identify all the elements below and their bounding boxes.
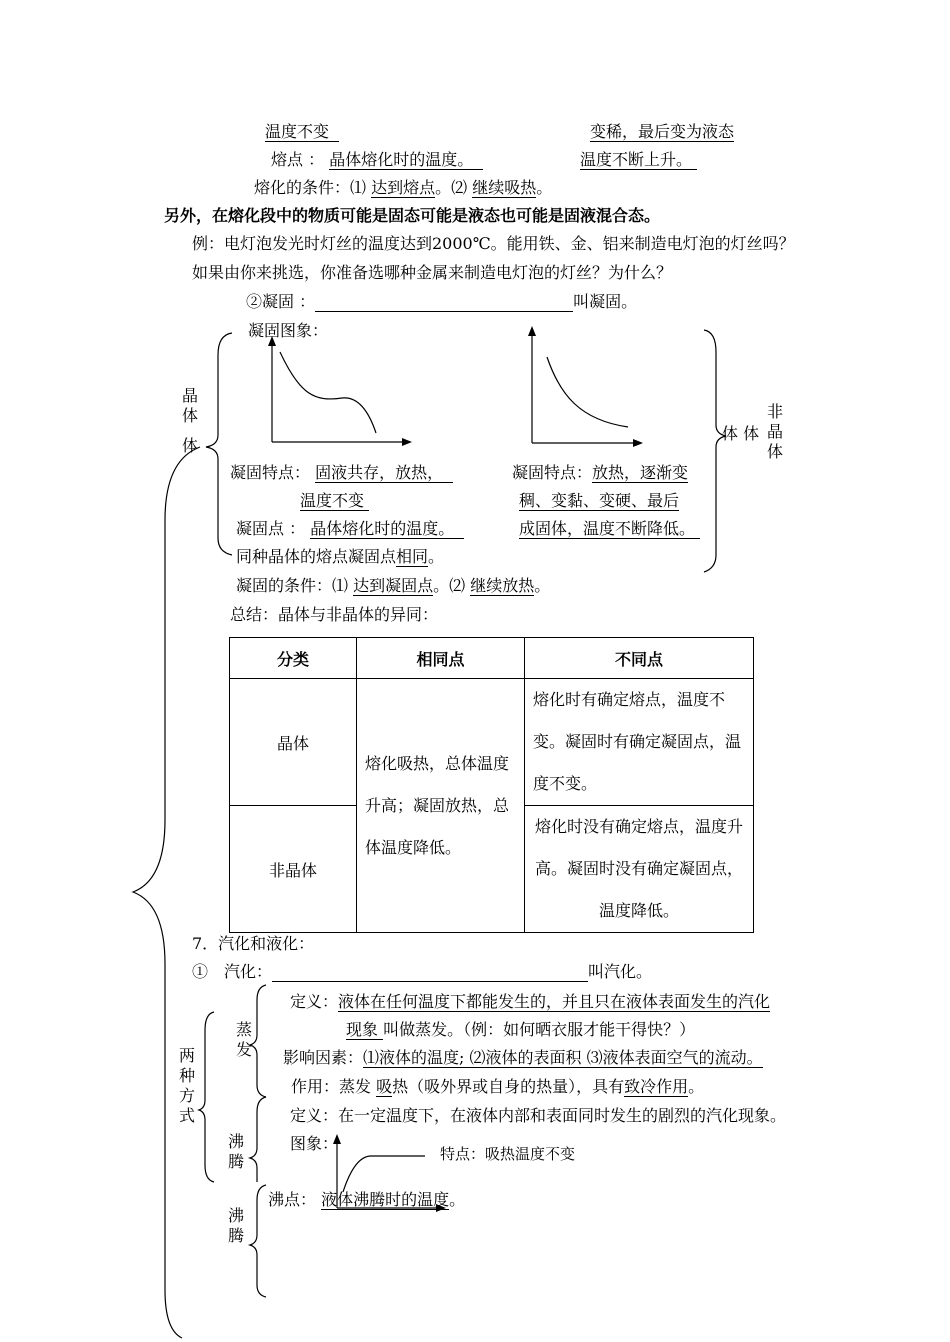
noncrystal-brace: [704, 330, 726, 572]
boil-definition: 定义：在一定温度下，在液体内部和表面同时发生的剧烈的汽化现象。: [290, 1106, 787, 1125]
crystal-label: 晶体: [181, 386, 198, 425]
boil-brace: [250, 1097, 266, 1182]
boil-feature: 特点：吸热温度不变: [440, 1145, 576, 1163]
crystal-solidify-graph: [272, 342, 405, 442]
table-cell-noncrystal-diff: 熔化时没有确定熔点，温度升高。凝固时没有确定凝固点，温度降低。: [525, 806, 754, 933]
table-cell-crystal: 晶体: [230, 679, 357, 806]
noncrystal-solidify-graph: [532, 332, 636, 443]
crystal-label-dup: 体: [181, 436, 198, 455]
vapor-title: 7．汽化和液化：: [192, 934, 315, 953]
boil-graph-label: 图象：: [290, 1134, 339, 1153]
evap-definition-2: 现象 叫做蒸发。（例：如何晒衣服才能干得快？）: [346, 1020, 696, 1039]
melt-left-line: 温度不变: [265, 122, 339, 142]
table-header-category: 分类: [230, 638, 357, 679]
noncrystal-solidify-feature: 凝固特点：放热，逐渐变: [512, 463, 689, 482]
evap-effect: 作用：蒸发 吸热（吸外界或自身的热量），具有致冷作用。: [291, 1077, 705, 1096]
example-line-2: 如果由你来挑选，你准备选哪种金属来制造电灯泡的灯丝？为什么？: [192, 263, 673, 282]
noncrystal-label: 非晶体: [766, 402, 783, 461]
melt-right-line-2: 温度不断上升。: [580, 150, 697, 170]
same-point-line: 同种晶体的熔点凝固点相同。: [236, 547, 445, 566]
solidify-graph-label: 凝固图象：: [248, 321, 329, 340]
boil-point: 沸点： 液体沸腾时的温度。: [268, 1190, 466, 1209]
melting-condition: 熔化的条件：⑴ 达到熔点。⑵ 继续吸热。: [254, 178, 553, 197]
boiling-label-2: 沸腾: [227, 1206, 244, 1245]
table-cell-crystal-diff: 熔化时有确定熔点，温度不变。凝固时有确定凝固点，温度不变。: [525, 679, 754, 806]
boiling-label: 沸腾: [227, 1132, 244, 1171]
evaporation-label: 蒸发: [235, 1020, 252, 1059]
two-ways-label: 两种方式: [178, 1046, 195, 1125]
boil-brace-2: [250, 1185, 266, 1297]
melt-right-line: 变稀，最后变为液态: [590, 122, 735, 141]
comparison-table: [229, 637, 754, 933]
bold-note: 另外，在熔化段中的物质可能是固态可能是液态也可能是固液混合态。: [164, 206, 661, 225]
evap-definition: 定义：液体在任何温度下都能发生的，并且只在液体表面发生的汽化: [290, 992, 771, 1011]
crystal-brace: [206, 333, 232, 555]
summary-line: 总结：晶体与非晶体的异同：: [230, 605, 439, 624]
table-cell-noncrystal: 非晶体: [230, 806, 357, 933]
vapor-definition: ① 汽化： 叫汽化。: [192, 962, 653, 981]
noncrystal-ti-ti: 体 体: [722, 424, 760, 443]
example-line-1: 例：电灯泡发光时灯丝的温度达到2000℃。能用铁、金、铝来制造电灯泡的灯丝吗？: [192, 234, 795, 253]
evap-factors: 影响因素：⑴液体的温度; ⑵液体的表面积 ⑶液体表面空气的流动。: [283, 1048, 763, 1067]
solidify-point: 凝固点 ： 晶体熔化时的温度。: [236, 519, 464, 539]
crystal-solidify-feature-2: 温度不变: [300, 491, 369, 511]
solidify-heading: ②凝固 ： 叫凝固。: [246, 292, 638, 311]
table-header-diff: 不同点: [525, 638, 754, 679]
solidify-condition: 凝固的条件：⑴ 达到凝固点。⑵ 继续放热。: [236, 576, 551, 595]
table-header-same: 相同点: [357, 638, 525, 679]
crystal-solidify-feature: 凝固特点： 固液共存，放热，: [230, 463, 453, 483]
table-cell-same: 熔化吸热，总体温度升高；凝固放热，总体温度降低。: [357, 679, 525, 933]
melting-point-line: 熔点 ： 晶体熔化时的温度。: [271, 150, 483, 170]
noncrystal-solidify-feature-3: 成固体，温度不断降低。: [519, 519, 700, 539]
outer-brace: [133, 447, 200, 1338]
noncrystal-solidify-feature-2: 稠、变黏、变硬、最后: [519, 491, 680, 510]
two-ways-brace: [199, 1012, 214, 1182]
